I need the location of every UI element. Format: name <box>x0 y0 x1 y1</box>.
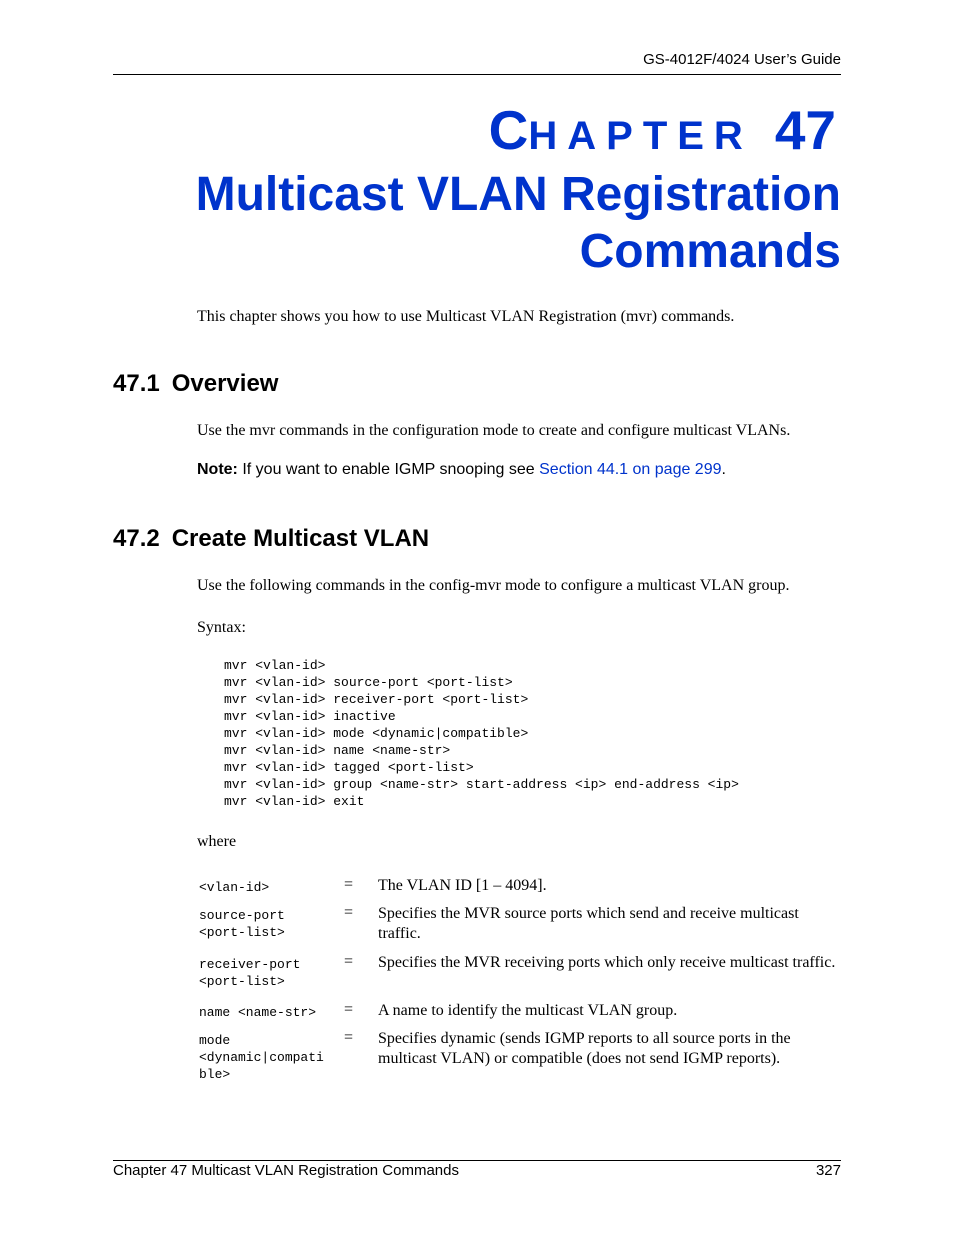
footer-rule <box>113 1160 841 1161</box>
code-line: mvr <vlan-id> exit <box>224 794 365 809</box>
definition-equals: = <box>344 1029 354 1046</box>
definition-term: source-port <port-list> <box>199 908 285 940</box>
running-header: GS-4012F/4024 User’s Guide <box>643 51 841 68</box>
section-link[interactable]: Section 44.1 on page 299 <box>539 461 722 478</box>
section-heading-create-vlan <box>113 525 429 553</box>
footer-chapter-ref: Chapter 47 Multicast VLAN Registration Commands <box>113 1162 459 1179</box>
code-line: mvr <vlan-id> tagged <port-list> <box>224 760 474 775</box>
definition-description: The VLAN ID [1 – 4094]. <box>378 877 547 894</box>
note-label: Note: <box>197 461 238 478</box>
section-number: 47.1 <box>113 370 160 397</box>
code-line: mvr <vlan-id> name <name-str> <box>224 743 451 758</box>
where-label: where <box>197 833 237 850</box>
definition-term: mode <dynamic|compati ble> <box>199 1033 324 1082</box>
chapter-label-initial: C <box>488 99 529 161</box>
definition-row <box>197 904 837 953</box>
definition-description: Specifies dynamic (sends IGMP reports to all source ports in the multicast VLAN) or compatible (does not send IGMP reports). <box>378 1030 791 1067</box>
code-line: mvr <vlan-id> group <name-str> start-address <ip> end-address <ip> <box>224 777 739 792</box>
definition-row <box>197 953 837 1001</box>
definition-equals: = <box>344 1001 354 1018</box>
section-number: 47.2 <box>113 525 160 552</box>
code-line: mvr <vlan-id> <box>224 658 326 673</box>
chapter-title-line1: Multicast VLAN Registration <box>195 168 841 221</box>
code-line: mvr <vlan-id> inactive <box>224 709 396 724</box>
intro-paragraph: This chapter shows you how to use Multicast VLAN Registration (mvr) commands. <box>197 308 735 325</box>
definition-table <box>197 876 837 1089</box>
syntax-code-block <box>224 657 739 810</box>
code-line: mvr <vlan-id> source-port <port-list> <box>224 675 513 690</box>
chapter-label-rest: HAPTER <box>528 114 753 158</box>
chapter-title-line2: Commands <box>579 225 841 278</box>
code-line: mvr <vlan-id> mode <dynamic|compatible> <box>224 726 529 741</box>
definition-equals: = <box>344 876 354 893</box>
definition-row <box>197 1001 837 1029</box>
chapter-label <box>489 98 836 162</box>
definition-description: Specifies the MVR source ports which send and receive multicast traffic. <box>378 905 799 942</box>
definition-description: A name to identify the multicast VLAN group. <box>378 1002 678 1019</box>
definition-equals: = <box>344 953 354 970</box>
definition-equals: = <box>344 904 354 921</box>
definition-term: name <name-str> <box>199 1005 317 1020</box>
syntax-label: Syntax: <box>197 619 246 636</box>
section-heading-overview <box>113 370 278 398</box>
note <box>197 461 726 479</box>
note-end: . <box>721 461 726 478</box>
definition-description: Specifies the MVR receiving ports which only receive multicast traffic. <box>378 954 836 971</box>
definition-term: receiver-port <port-list> <box>199 957 301 989</box>
section-title: Overview <box>171 370 279 397</box>
page-number: 327 <box>815 1162 841 1179</box>
create-vlan-paragraph: Use the following commands in the config-mvr mode to configure a multicast VLAN group. <box>197 577 790 594</box>
code-line: mvr <vlan-id> receiver-port <port-list> <box>224 692 529 707</box>
chapter-title <box>141 166 841 280</box>
header-rule <box>113 74 841 75</box>
definition-row <box>197 876 837 904</box>
note-text: If you want to enable IGMP snooping see <box>237 461 540 478</box>
chapter-number: 47 <box>774 99 836 161</box>
overview-paragraph: Use the mvr commands in the configuration mode to create and configure multicast VLANs. <box>197 422 791 439</box>
definition-row <box>197 1029 837 1089</box>
section-title: Create Multicast VLAN <box>171 525 430 552</box>
definition-term: <vlan-id> <box>199 880 270 895</box>
